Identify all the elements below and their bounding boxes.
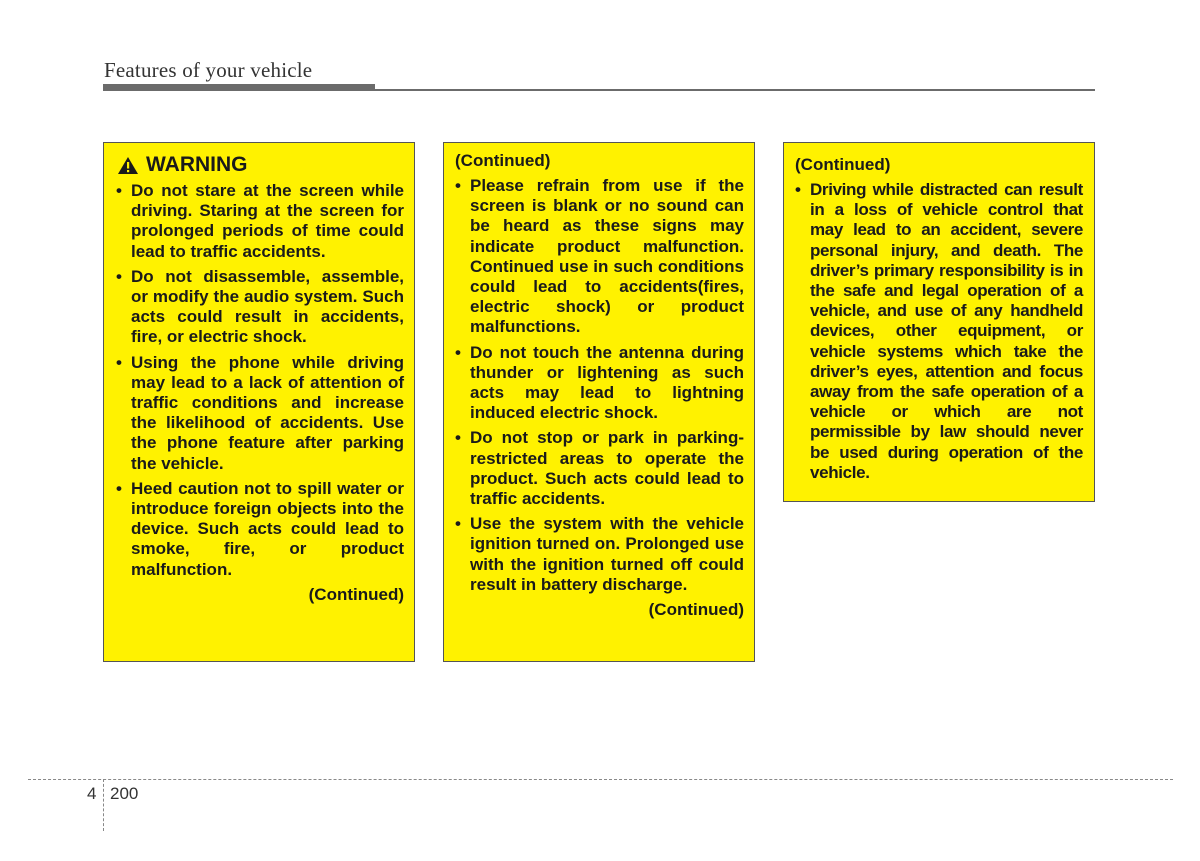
warning-list [115,181,404,580]
chapter-number: 4 [87,784,97,803]
list-item: • Do not stare at the screen while driving. Staring at the screen for prolonged periods of time could lead to traffic accidents. [115,181,404,262]
warning-list [794,180,1083,483]
list-item: • Driving while distracted can result in a loss of vehicle control that may lead to an accident, severe personal injury, and death. The driver’s primary responsibility is in the safe and legal operation of a vehicle, and use of any handheld devices, other equipment, or vehicle systems which take the driver’s eyes, attention and focus away from the safe operation of a vehicle or which are not permissible by law should never be used during operation of the vehicle. [794,180,1083,483]
list-item: • Using the phone while driving may lead to a lack of attention of traffic conditions and increase the likelihood of accidents. Use the phone feature after parking the vehicle. [115,353,404,474]
warning-triangle-icon [117,156,139,175]
footer-rule [28,779,1173,780]
continued-heading: (Continued) [795,155,891,174]
list-item: • Use the system with the vehicle ignition turned on. Prolonged use with the ignition turned off could result in battery discharge. [454,514,744,595]
list-item: • Heed caution not to spill water or introduce foreign objects into the device. Such acts could lead to smoke, fire, or product malfunction. [115,479,404,580]
warning-list [454,176,744,595]
continued-label: (Continued) [648,600,744,620]
warning-heading [117,153,404,177]
section-title: Features of your vehicle [104,58,313,82]
list-item: • Do not touch the antenna during thunder or lightening as such acts may lead to lightning induced electric shock. [454,343,744,424]
list-item: • Do not disassemble, assemble, or modify the audio system. Such acts could result in accidents, fire, or electric shock. [115,267,404,348]
page-number: 200 [110,784,139,803]
continued-label: (Continued) [308,584,404,604]
warning-heading-label: WARNING [146,153,248,176]
continued-heading: (Continued) [455,151,551,170]
footer-divider [103,779,104,831]
list-item: • Do not stop or park in parking-restricted areas to operate the product. Such acts could lead to traffic accidents. [454,428,744,509]
warning-box-continued-final [783,142,1095,502]
warning-box [103,142,415,662]
header-rule-thick [103,84,375,91]
warning-box-continued [443,142,755,662]
header-rule-thin [375,89,1095,91]
list-item: • Please refrain from use if the screen is blank or no sound can be heard as these signs may indicate product malfunction. Continued use in such conditions could lead to accidents(fires, electric shock) or product malfunctions. [454,176,744,338]
